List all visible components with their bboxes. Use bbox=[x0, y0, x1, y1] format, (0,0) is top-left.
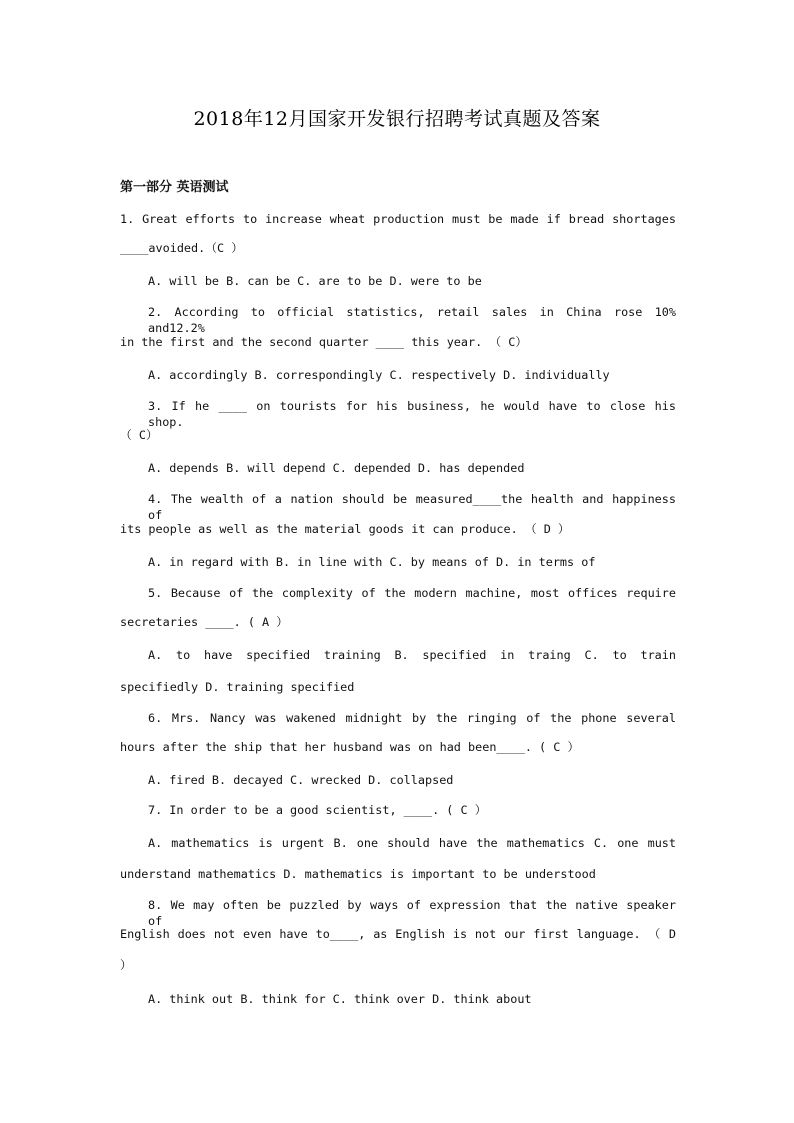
question-7-options-line-2: understand mathematics D. mathematics is important to be understood bbox=[120, 867, 596, 881]
question-8-line-1: 8. We may often be puzzled by ways of expression that the native speaker of bbox=[148, 898, 676, 928]
question-2-line-2: in the first and the second quarter ____ this year. （ C） bbox=[120, 335, 528, 349]
question-6-options: A. fired B. decayed C. wrecked D. collapsed bbox=[148, 773, 454, 787]
question-5-options-line-2: specifiedly D. training specified bbox=[120, 680, 355, 694]
question-3-line-2: （ C） bbox=[120, 428, 158, 442]
question-3-options: A. depends B. will depend C. depended D. has depended bbox=[148, 461, 525, 475]
question-4-line-2: its people as well as the material goods it can produce. （ D ） bbox=[120, 522, 570, 536]
page-title: 2018年12月国家开发银行招聘考试真题及答案 bbox=[193, 108, 601, 130]
question-4-line-1: 4. The wealth of a nation should be measured____the health and happiness of bbox=[148, 492, 676, 522]
question-7-options-line-1: A. mathematics is urgent B. one should have the mathematics C. one must bbox=[148, 836, 676, 850]
question-2-line-1: 2. According to official statistics, retail sales in China rose 10% and12.2% bbox=[148, 305, 676, 335]
question-8-options: A. think out B. think for C. think over D. think about bbox=[148, 992, 532, 1006]
question-5-line-1: 5. Because of the complexity of the modern machine, most offices require bbox=[148, 586, 676, 600]
question-7-line-1: 7. In order to be a good scientist, ____. ( C ） bbox=[148, 803, 487, 817]
section-heading: 第一部分 英语测试 bbox=[120, 180, 229, 195]
question-6-line-1: 6. Mrs. Nancy was wakened midnight by the ringing of the phone several bbox=[148, 711, 676, 725]
question-1-options: A. will be B. can be C. are to be D. were to be bbox=[148, 274, 482, 288]
question-4-options: A. in regard with B. in line with C. by means of D. in terms of bbox=[148, 555, 596, 569]
question-5-options-line-1: A. to have specified training B. specified in traing C. to train bbox=[148, 648, 676, 662]
question-1-line-1: 1. Great efforts to increase wheat production must be made if bread shortages bbox=[120, 212, 676, 226]
question-3-line-1: 3. If he ____ on tourists for his business, he would have to close his shop. bbox=[148, 399, 676, 429]
question-8-line-3: ） bbox=[120, 958, 132, 972]
question-1-line-2: ____avoided.（C ） bbox=[120, 241, 244, 255]
question-6-line-2: hours after the ship that her husband was on had been____. ( C ） bbox=[120, 740, 580, 754]
question-5-line-2: secretaries ____. ( A ） bbox=[120, 615, 289, 629]
question-8-line-2: English does not even have to____, as English is not our first language. （ D bbox=[120, 927, 676, 941]
question-2-options: A. accordingly B. correspondingly C. respectively D. individually bbox=[148, 368, 610, 382]
